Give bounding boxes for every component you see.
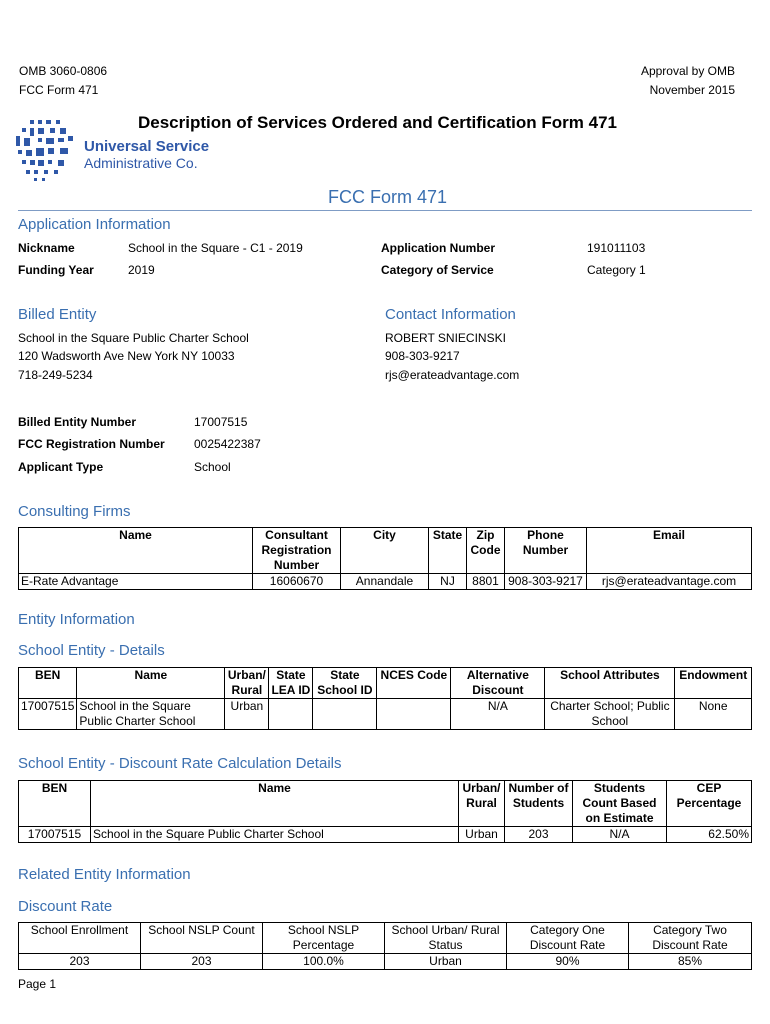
col-cat1-rate: Category One Discount Rate [507, 923, 629, 954]
contact-phone: 908-303-9217 [385, 349, 460, 363]
ben-label: Billed Entity Number [18, 415, 137, 429]
contact-heading: Contact Information [385, 306, 516, 323]
col-name: Name [91, 781, 459, 827]
cell-phone: 908-303-9217 [505, 574, 587, 590]
col-students-estimate: Students Count Based on Estimate [573, 781, 667, 827]
cell-name: E-Rate Advantage [19, 574, 253, 590]
nickname-label: Nickname [18, 241, 75, 255]
col-name: Name [19, 528, 253, 574]
cell-state-lea [269, 699, 313, 730]
logo-line2: Administrative Co. [84, 155, 198, 171]
cell-attributes: Charter School; Public School [545, 699, 675, 730]
cell-nces [377, 699, 451, 730]
discount-calc-heading: School Entity - Discount Rate Calculation Details [18, 755, 342, 772]
cell-name: School in the Square Public Charter School [77, 699, 225, 730]
app-number-value: 191011103 [587, 241, 646, 255]
cell-num-students: 203 [505, 827, 573, 843]
application-heading: Application Information [18, 216, 171, 233]
cell-ben: 17007515 [19, 827, 91, 843]
col-attributes: School Attributes [545, 668, 675, 699]
form-code: FCC Form 471 [19, 83, 99, 97]
col-cep: CEP Percentage [667, 781, 752, 827]
contact-email: rjs@erateadvantage.com [385, 368, 520, 382]
cell-reg: 16060670 [253, 574, 341, 590]
billed-heading: Billed Entity [18, 306, 97, 323]
col-urban-rural-status: School Urban/ Rural Status [385, 923, 507, 954]
applicant-type-label: Applicant Type [18, 460, 104, 474]
col-nslp-pct: School NSLP Percentage [263, 923, 385, 954]
consulting-heading: Consulting Firms [18, 503, 131, 520]
usac-logo-icon [16, 120, 76, 184]
discount-calc-header-row [19, 781, 752, 827]
col-state: State [429, 528, 467, 574]
cell-students-estimate: N/A [573, 827, 667, 843]
col-phone: Phone Number [505, 528, 587, 574]
related-heading: Related Entity Information [18, 866, 191, 883]
col-city: City [341, 528, 429, 574]
consulting-header-row [19, 528, 752, 574]
cell-cep: 62.50% [667, 827, 752, 843]
app-number-label: Application Number [381, 241, 496, 255]
col-name: Name [77, 668, 225, 699]
table-row [19, 699, 752, 730]
cell-nslp-count: 203 [141, 954, 263, 970]
ben-value: 17007515 [194, 415, 248, 429]
col-cat2-rate: Category Two Discount Rate [629, 923, 752, 954]
cell-city: Annandale [341, 574, 429, 590]
table-row [19, 827, 752, 843]
entity-info-heading: Entity Information [18, 611, 135, 628]
cell-ben: 17007515 [19, 699, 77, 730]
cell-urban-rural-status: Urban [385, 954, 507, 970]
table-row [19, 574, 752, 590]
discount-rate-heading: Discount Rate [18, 898, 113, 915]
cell-state: NJ [429, 574, 467, 590]
nickname-value: School in the Square - C1 - 2019 [128, 241, 303, 255]
cell-cat2-rate: 85% [629, 954, 752, 970]
cell-email: rjs@erateadvantage.com [587, 574, 752, 590]
col-alt-discount: Alternative Discount [451, 668, 545, 699]
fcc-reg-value: 0025422387 [194, 437, 261, 451]
funding-year-label: Funding Year [18, 263, 94, 277]
logo-line1: Universal Service [84, 138, 210, 155]
school-details-header-row [19, 668, 752, 699]
discount-rate-header-row [19, 923, 752, 954]
category-label: Category of Service [381, 263, 494, 277]
applicant-type-value: School [194, 460, 231, 474]
funding-year-value: 2019 [128, 263, 155, 277]
form-title: FCC Form 471 [328, 187, 448, 207]
col-state-school-id: State School ID [313, 668, 377, 699]
billed-phone: 718-249-5234 [18, 368, 93, 382]
cell-zip: 8801 [467, 574, 505, 590]
school-details-table [18, 667, 752, 730]
col-enrollment: School Enrollment [19, 923, 141, 954]
consulting-table [18, 527, 752, 590]
col-zip: Zip Code [467, 528, 505, 574]
cell-cat1-rate: 90% [507, 954, 629, 970]
cell-urban-rural: Urban [225, 699, 269, 730]
col-endowment: Endowment [675, 668, 752, 699]
approval-text: Approval by OMB [640, 64, 735, 78]
discount-calc-table [18, 780, 752, 843]
school-details-heading: School Entity - Details [18, 642, 165, 659]
page-number: Page 1 [18, 977, 57, 991]
cell-name: School in the Square Public Charter School [91, 827, 459, 843]
omb-number: OMB 3060-0806 [19, 64, 108, 78]
page-title: Description of Services Ordered and Certification Form 471 [138, 113, 617, 132]
col-nces: NCES Code [377, 668, 451, 699]
col-num-students: Number of Students [505, 781, 573, 827]
cell-nslp-pct: 100.0% [263, 954, 385, 970]
cell-endowment: None [675, 699, 752, 730]
col-consultant-reg: Consultant Registration Number [253, 528, 341, 574]
title-divider [18, 210, 752, 211]
cell-enrollment: 203 [19, 954, 141, 970]
col-ben: BEN [19, 781, 91, 827]
col-email: Email [587, 528, 752, 574]
discount-rate-table [18, 922, 752, 970]
category-value: Category 1 [587, 263, 646, 277]
col-ben: BEN [19, 668, 77, 699]
fcc-reg-label: FCC Registration Number [18, 437, 165, 451]
table-row [19, 954, 752, 970]
contact-name: ROBERT SNIECINSKI [385, 331, 506, 345]
col-urban-rural: Urban/ Rural [225, 668, 269, 699]
col-urban-rural: Urban/ Rural [459, 781, 505, 827]
col-nslp-count: School NSLP Count [141, 923, 263, 954]
cell-urban-rural: Urban [459, 827, 505, 843]
cell-alt-discount: N/A [451, 699, 545, 730]
billed-address: 120 Wadsworth Ave New York NY 10033 [18, 349, 235, 363]
billed-name: School in the Square Public Charter School [18, 331, 249, 345]
approval-date: November 2015 [649, 83, 735, 97]
col-state-lea: State LEA ID [269, 668, 313, 699]
cell-state-school-id [313, 699, 377, 730]
